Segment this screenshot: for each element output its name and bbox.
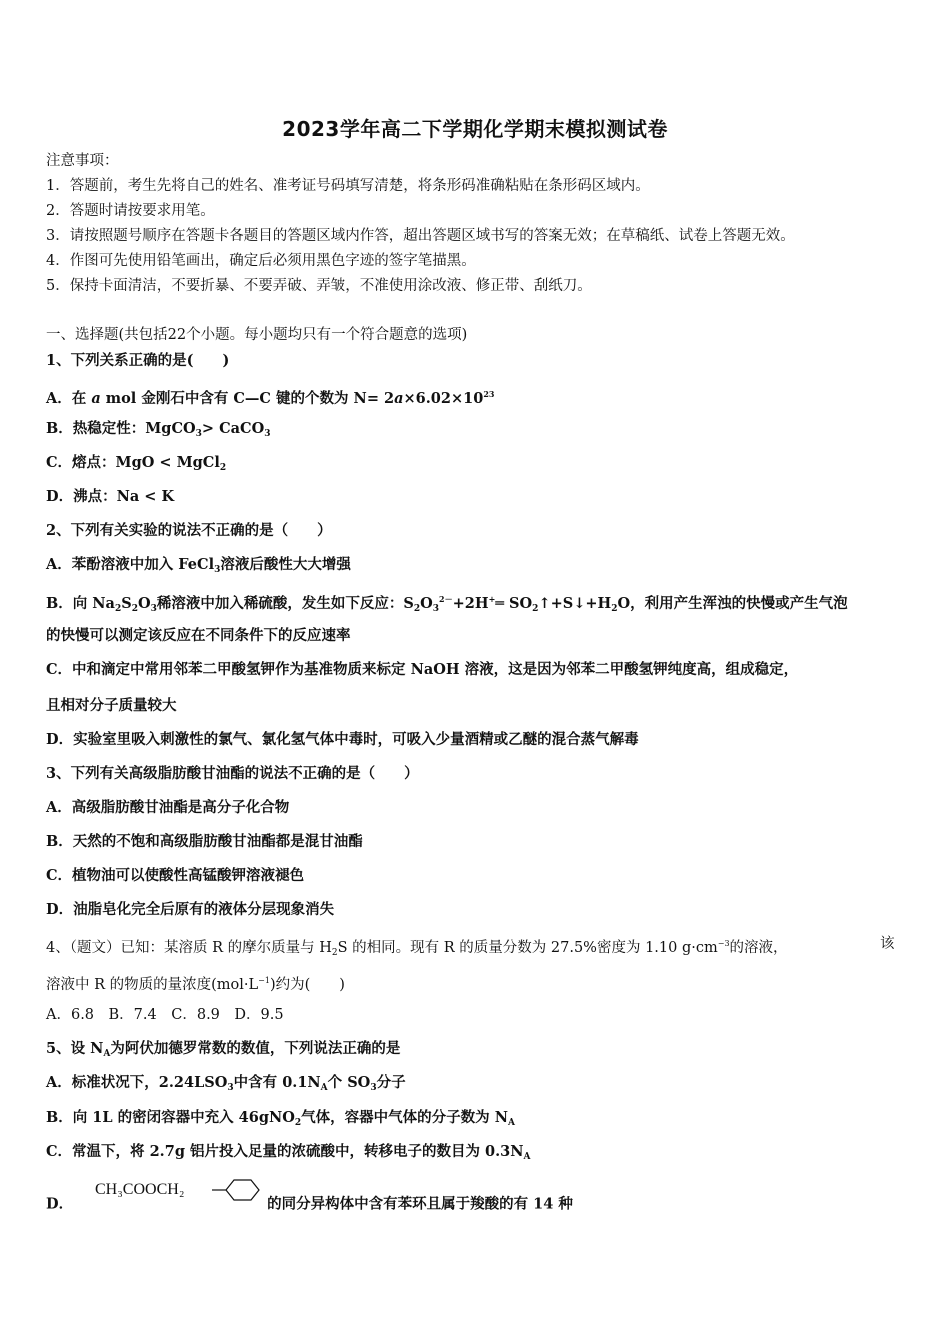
text: C．常温下，将 2.7g 铝片投入足量的浓硫酸中，转移电子的数目为 0.3N	[46, 1143, 524, 1160]
question-5-stem	[46, 1039, 400, 1064]
question-2-option-a	[46, 555, 351, 580]
text: S 的相同。现有 R 的质量分数为 27.5%密度为 1.10 g·cm	[337, 940, 718, 956]
subscript: 2	[219, 463, 227, 473]
question-3-option-c: C．植物油可以使酸性高锰酸钾溶液褪色	[46, 867, 305, 884]
subscript: A	[103, 1049, 111, 1059]
question-2-option-b-cont: 的快慢可以测定该反应在不同条件下的反应速率	[46, 627, 351, 644]
text: 5、设 N	[46, 1040, 104, 1057]
subscript: A	[523, 1152, 531, 1162]
text: ═ SO	[495, 595, 533, 612]
question-1-option-a	[46, 384, 494, 409]
question-1-option-b	[46, 419, 270, 444]
text: O	[420, 595, 433, 612]
benzene-ring	[226, 1180, 259, 1200]
text: 的同分异构体中含有苯环且属于羧酸的有 14 种	[267, 1195, 573, 1213]
subscript: 2	[294, 1118, 302, 1128]
benzene-structure-icon	[95, 1178, 265, 1216]
subscript: 3	[264, 429, 271, 439]
question-1-option-c	[46, 453, 226, 478]
text: C．熔点：MgO < MgCl	[46, 454, 220, 471]
text: 溶液中 R 的物质的量浓度(mol·L	[46, 977, 259, 993]
text: 为阿伏加德罗常数的数值，下列说法正确的是	[110, 1040, 401, 1057]
subscript: A	[320, 1083, 328, 1093]
question-2-option-d: D．实验室里吸入刺激性的氯气、氯化氢气体中毒时，可吸入少量酒精或乙醚的混合蒸气解毒	[46, 731, 639, 748]
question-2-stem: 2、下列有关实验的说法不正确的是（ ）	[46, 522, 332, 539]
text: 分子	[376, 1074, 406, 1091]
text: 个 SO	[327, 1074, 371, 1091]
question-5-option-d	[46, 1178, 573, 1231]
text: +2H	[452, 595, 489, 612]
structural-formula	[95, 1178, 265, 1231]
notes-heading: 注意事项：	[46, 153, 119, 169]
superscript: 23	[483, 389, 495, 399]
text: B．向 1L 的密闭容器中充入 46gNO	[46, 1109, 295, 1126]
text: 气体，容器中气体的分子数为 N	[301, 1109, 508, 1126]
subscript: 3	[370, 1083, 377, 1093]
text: B．向 Na	[46, 595, 115, 612]
text: > CaCO	[201, 420, 265, 437]
subscript: 2	[131, 604, 138, 614]
text: 4、（题文）已知：某溶质 R 的摩尔质量与 H	[46, 940, 332, 956]
variable: a	[91, 390, 101, 407]
question-1-stem: 1、下列关系正确的是( )	[46, 352, 230, 369]
text: ↑+S↓+H	[538, 595, 612, 612]
question-3-stem: 3、下列有关高级脂肪酸甘油酯的说法不正确的是（ ）	[46, 765, 419, 782]
superscript: −1	[258, 976, 270, 985]
text: 的溶液，	[729, 940, 788, 956]
text: 溶液后酸性大大增强	[220, 556, 351, 573]
subscript: 3	[227, 1083, 234, 1093]
text: B．热稳定性：MgCO	[46, 420, 196, 437]
subscript: 3	[432, 604, 440, 614]
question-4-options: A．6.8 B．7.4 C．8.9 D．9.5	[46, 1007, 284, 1023]
question-3-option-a: A．高级脂肪酸甘油酯是高分子化合物	[46, 799, 290, 816]
question-3-option-b: B．天然的不饱和高级脂肪酸甘油酯都是混甘油酯	[46, 833, 363, 850]
text: )约为( )	[269, 977, 345, 993]
text: A．标准状况下，2.24LSO	[46, 1074, 228, 1091]
subscript: 2	[413, 604, 421, 614]
formula-text: CH₃COOCH₂	[95, 1181, 185, 1198]
text: S	[121, 595, 132, 612]
question-5-option-a	[46, 1073, 406, 1098]
superscript: 2－	[439, 594, 453, 604]
subscript: 3	[195, 429, 202, 439]
note-item: 4．作图可先使用铅笔画出，确定后必须用黑色字迹的签字笔描黑。	[46, 253, 476, 269]
text: 中含有 0.1N	[233, 1074, 321, 1091]
subscript: 2	[532, 604, 539, 614]
superscript: −3	[717, 939, 730, 948]
text: 稀溶液中加入稀硫酸，发生如下反应：S	[156, 595, 414, 612]
question-4-stem-end: 该	[880, 936, 895, 952]
question-5-option-c	[46, 1142, 531, 1167]
question-5-option-b	[46, 1108, 515, 1133]
question-4-stem	[46, 934, 788, 963]
note-item: 5．保持卡面清洁，不要折暴、不要弄破、弄皱，不准使用涂改液、修正带、刮纸刀。	[46, 278, 592, 294]
question-1-option-d: D．沸点：Na < K	[46, 488, 175, 505]
question-4-stem-cont	[46, 971, 345, 995]
variable: a	[394, 390, 404, 407]
subscript: 3	[214, 565, 221, 575]
text: O	[137, 595, 151, 612]
question-3-option-d: D．油脂皂化完全后原有的液体分层现象消失	[46, 901, 335, 918]
text: mol 金刚石中含有 C—C 键的个数为 N= 2	[100, 390, 395, 407]
text: A．苯酚溶液中加入 FeCl	[46, 556, 215, 573]
question-2-option-c-cont: 且相对分子质量较大	[46, 697, 177, 714]
subscript: 2	[114, 604, 122, 614]
note-item: 3．请按照题号顺序在答题卡各题目的答题区域内作答，超出答题区域书写的答案无效；在草稿纸、试卷上答题无效。	[46, 228, 795, 244]
note-item: 2．答题时请按要求用笔。	[46, 203, 215, 219]
question-2-option-b	[46, 589, 848, 619]
text: ×6.02×10	[403, 390, 484, 407]
section-heading: 一、选择题(共包括22个小题。每小题均只有一个符合题意的选项)	[46, 327, 468, 343]
subscript: 2	[611, 604, 618, 614]
subscript: 2	[331, 948, 338, 958]
superscript: +	[488, 594, 496, 604]
text: D．	[46, 1195, 74, 1213]
subscript: A	[507, 1118, 515, 1128]
question-2-option-c: C．中和滴定中常用邻苯二甲酸氢钾作为基准物质来标定 NaOH 溶液，这是因为邻苯二甲酸氢钾纯度高，组成稳定，	[46, 661, 799, 678]
note-item: 1．答题前，考生先将自己的姓名、准考证号码填写清楚，将条形码准确粘贴在条形码区域内。	[46, 178, 650, 194]
subscript: 3	[150, 604, 157, 614]
text: A．在	[46, 390, 92, 407]
text: O，利用产生浑浊的快慢或产生气泡	[617, 595, 848, 612]
page-title: 2023学年高二下学期化学期末模拟测试卷	[282, 117, 668, 141]
